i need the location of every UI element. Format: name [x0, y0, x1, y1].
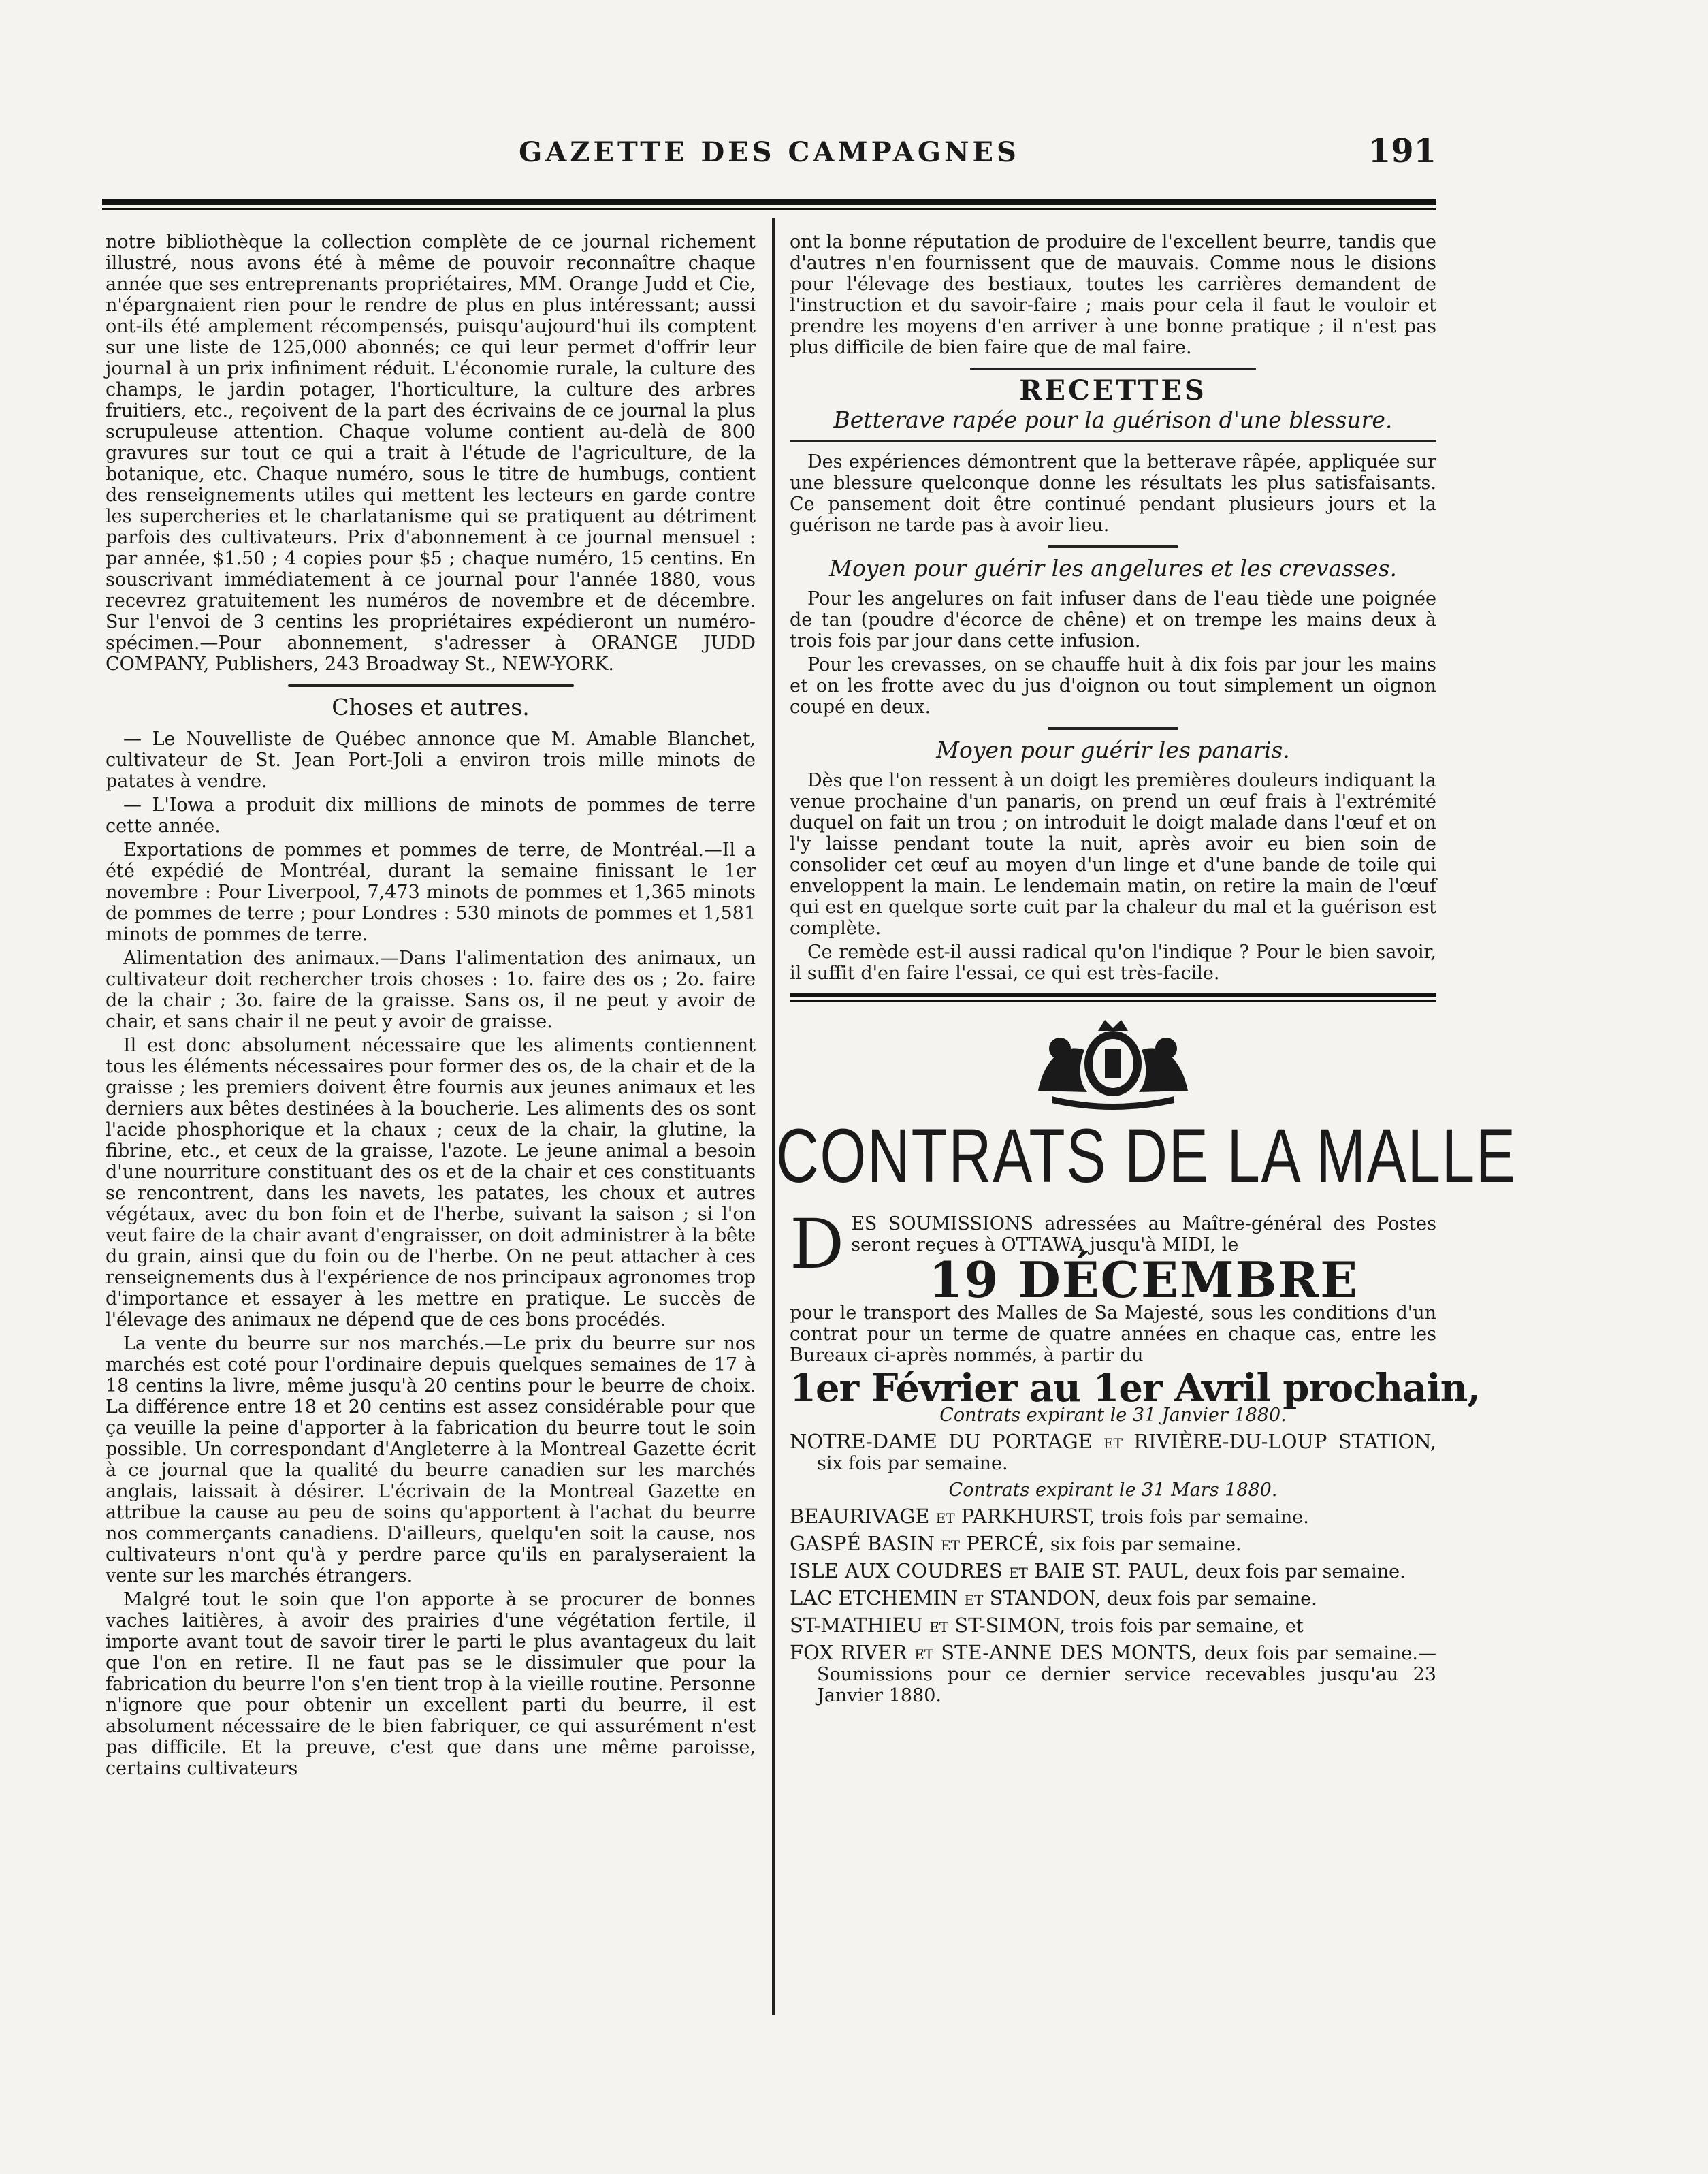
news-item: Exportations de pommes et pommes de terre, de Montréal.—Il a été expédié de Montréal, durant la semaine finissant le 1er novembre : Pour Liverpool, 7,473 minots de pommes et 1,365 minots de pommes de terre ; pour Londres : 530 minots de pommes et 1,581 minots de pommes de terre. [106, 840, 756, 945]
page-number: 191 [1368, 132, 1436, 170]
route-name: GASPÉ BASIN et PERCÉ, [790, 1532, 1045, 1555]
article-continuation: notre bibliothèque la collection complète de ce journal richement illustré, nous avons été à même de pouvoir reconnaître chaque année que ses entreprenants propriétaires, MM. Orange Judd et Cie, n'épargnaient rien pour le rendre de plus en plus intéressant; aussi ont-ils été amplement récompensés, puisqu'aujourd'hui ils comptent sur une liste de 125,000 abonnés; ce qui leur permet d'offrir leur journal à un prix infiniment réduit. L'économie rurale, la culture des champs, le jardin potager, l'horticulture, la culture des arbres fruitiers, etc., reçoivent de la part des écrivains de ce journal la plus scrupuleuse attention. Chaque volume contient au-delà de 800 gravures sur tout ce qui a trait à l'étude de l'agriculture, de la botanique, etc. Chaque numéro, sous le titre de humbugs, contient des renseignements utiles qui mettent les lecteurs en garde contre les supercheries et le charlatanisme qui se pratiquent au détriment parfois des cultivateurs. Prix d'abonnement à ce journal mensuel : par année, $1.50 ; 4 copies pour $5 ; chaque numéro, 15 centins. En souscrivant immédiatement à ce journal pour l'année 1880, vous recevrez gratuitement les numéros de novembre et de décembre. Sur l'envoi de 3 centins les propriétaires expédieront un numéro-spécimen.—Pour abonnement, s'adresser à ORANGE JUDD COMPANY, Publishers, 243 Broadway St., NEW-YORK. [106, 231, 756, 675]
route-name: BEAURIVAGE et PARKHURST, [790, 1505, 1095, 1528]
section-separator [970, 368, 1256, 370]
deadline-date: 19 DÉCEMBRE [929, 1251, 1359, 1309]
recipe-text: Pour les angelures on fait infuser dans de l'eau tiède une poignée de tan (poudre d'écorce de chêne) et on trempe les mains deux à trois fois par jour dans cette infusion. [790, 588, 1436, 652]
route-frequency: six fois par semaine. [817, 1453, 1008, 1474]
mail-route [790, 1561, 1436, 1582]
header-rule-thin [102, 208, 1436, 210]
expiry-line: Contrats expirant le 31 Janvier 1880. [939, 1405, 1287, 1426]
page-header [102, 132, 1436, 177]
section-separator [288, 684, 574, 687]
drop-cap: D [790, 1204, 845, 1284]
recipe-text: Ce remède est-il aussi radical qu'on l'indique ? Pour le bien savoir, il suffit d'en faire l'essai, ce qui est très-facile. [790, 942, 1436, 984]
recipe-rule [790, 440, 1436, 442]
news-item: Il est donc absolument nécessaire que les aliments contiennent tous les éléments nécessaires pour former des os, de la chair et de la graisse ; les premiers doivent être fournis aux jeunes animaux et les derniers aux bêtes destinées à la boucherie. Les aliments des os sont l'acide phosphorique et la chaux ; ceux de la chair, la glutine, la fibrine, etc., et ceux de la graisse, l'azote. Le jeune animal a besoin d'une nourriture constituant des os et de la chair et ces constituants se rencontrent, dans les navets, les patates, les choux et autres végétaux, avec du bon foin et de l'herbe, suivant la saison ; si l'on veut faire de la chair avant d'engraisser, on doit administrer à la bête du grain, ainsi que du foin ou de l'herbe. On ne peut attacher à ces renseignements dus à l'expérience de nos principaux agronomes trop d'importance et essayer à les mettre en pratique. Le succès de l'élevage des animaux ne dépend que de ces bons procédés. [106, 1035, 756, 1330]
route-name: ISLE AUX COUDRES et BAIE ST. PAUL, [790, 1559, 1190, 1582]
recipe-separator [1048, 545, 1178, 548]
news-item: Alimentation des animaux.—Dans l'alimentation des animaux, un cultivateur doit rechercher trois choses : 1o. faire des os ; 2o. faire de la chair ; 3o. faire de la graisse. Sans os, il ne peut y avoir de chair, et sans chair il ne peut y avoir de graisse. [106, 948, 756, 1032]
running-title: GAZETTE DES CAMPAGNES [519, 136, 1020, 168]
route-frequency: trois fois par semaine. [1101, 1507, 1309, 1528]
recipe-text: Pour les crevasses, on se chauffe huit à dix fois par jour les mains et on les frotte avec du jus d'oignon ou tout simplement un oignon coupé en deux. [790, 654, 1436, 718]
recipe-title: Betterave rapée pour la guérison d'une blessure. [833, 406, 1393, 433]
route-frequency: six fois par semaine. [1050, 1534, 1242, 1555]
route-frequency: deux fois par semaine. [1195, 1561, 1406, 1582]
right-column [775, 231, 1517, 1712]
header-rule-thick [102, 199, 1436, 205]
route-name: ST-MATHIEU et ST-SIMON, [790, 1614, 1066, 1637]
notice-intro: ES SOUMISSIONS adressées au Maître-général des Postes seront reçues à OTTAWA jusqu'à MIDI, le [851, 1213, 1436, 1256]
news-item: Malgré tout le soin que l'on apporte à se procurer de bonnes vaches laitières, à avoir des prairies d'une végétation fertile, il importe avant tout de savoir tirer le parti le plus avantageux du lait que l'on en retire. Il ne faut pas se le dissimuler que pour la fabrication du beurre l'on s'en tient trop à la vieille routine. Personne n'ignore que pour obtenir un excellent parti du beurre, il est absolument nécessaire de le bien fabriquer, ce qui assurément n'est pas difficile. Et la preuve, c'est que dans une même paroisse, certains cultivateurs [106, 1589, 756, 1779]
notice-rule-thin [790, 1000, 1436, 1002]
mail-route [790, 1615, 1436, 1637]
news-item: — L'Iowa a produit dix millions de minots de pommes de terre cette année. [106, 795, 756, 837]
article-continuation: ont la bonne réputation de produire de l'excellent beurre, tandis que d'autres n'en fournissent que de mauvais. Comme nous le disions pour l'élevage des bestiaux, toutes les carrières demandent de l'instruction et du savoir-faire ; mais pour cela il faut le vouloir et prendre les moyens d'en arriver à une bonne pratique ; il n'est pas plus difficile de bien faire que de mal faire. [790, 231, 1436, 358]
royal-crest-icon [1025, 1016, 1202, 1111]
route-name: LAC ETCHEMIN et STANDON, [790, 1586, 1101, 1610]
route-name: FOX RIVER et STE-ANNE DES MONTS, [790, 1641, 1197, 1664]
notice-body: pour le transport des Malles de Sa Majesté, sous les conditions d'un contrat pour un terme de quatre années en chaque cas, entre les Bureaux ci-après nommés, à partir du [790, 1302, 1436, 1366]
mail-route [790, 1506, 1436, 1528]
notice-title: CONTRATS DE LA MALLE [775, 1113, 1517, 1198]
recipe-separator [1048, 727, 1178, 730]
left-column [106, 231, 756, 1782]
news-item: — Le Nouvelliste de Québec annonce que M. Amable Blanchet, cultivateur de St. Jean Port-Joli a environ trois mille minots de patates à vendre. [106, 729, 756, 792]
column-divider [772, 218, 775, 2015]
route-name: NOTRE-DAME DU PORTAGE et RIVIÈRE-DU-LOUP STATION, [790, 1430, 1436, 1453]
route-frequency: deux fois par semaine.—Soumissions pour ce dernier service recevables jusqu'au 23 Janvier 1880. [817, 1643, 1436, 1706]
recipe-title: Moyen pour guérir les panaris. [936, 737, 1290, 763]
mail-route [790, 1533, 1436, 1555]
mail-route [790, 1588, 1436, 1610]
service-period: 1er Février au 1er Avril prochain, [790, 1366, 1480, 1411]
section-heading: Choses et autres. [332, 694, 530, 720]
recipe-title: Moyen pour guérir les angelures et les crevasses. [829, 555, 1397, 581]
news-item: La vente du beurre sur nos marchés.—Le prix du beurre sur nos marchés est coté pour l'ordinaire depuis quelques semaines de 17 à 18 centins la livre, même jusqu'à 20 centins pour le beurre de choix. La différence entre 18 et 20 centins est assez considérable pour que ça veuille la peine d'apporter à la fabrication du beurre tout le soin possible. Un correspondant d'Angleterre à la Montreal Gazette écrit à ce journal que la qualité du beurre canadien sur les marchés anglais, laissait à désirer. L'écrivain de la Montreal Gazette en attribue la cause au peu de soins qu'apportent à l'achat du beurre nos commerçants canadiens. D'ailleurs, quelqu'en soit la cause, nos cultivateurs n'ont qu'à y perdre parce qu'ils en paralyseraient la vente sur les marchés étrangers. [106, 1333, 756, 1586]
recettes-heading: RECETTES [1019, 374, 1207, 406]
route-frequency: deux fois par semaine. [1106, 1588, 1317, 1610]
recipe-text: Dès que l'on ressent à un doigt les premières douleurs indiquant la venue prochaine d'un panaris, on prend un œuf frais à l'extrémité duquel on fait un trou ; on introduit le doigt malade dans l'œuf et on l'y laisse pendant toute la nuit, après avoir eu bien soin de consolider cet œuf au moyen d'un linge et d'une bande de toile qui enveloppent la main. Le lendemain matin, on retire la main de l'œuf qui est en quelque sorte cuit par la chaleur du mal et la guérison est complète. [790, 770, 1436, 939]
mail-route [790, 1642, 1436, 1706]
recipe-text: Des expériences démontrent que la betterave râpée, appliquée sur une blessure quelconque donne les résultats les plus satisfaisants. Ce pansement doit être continué pendant plusieurs jours et la guérison ne tarde pas à avoir lieu. [790, 451, 1436, 536]
route-frequency: trois fois par semaine, et [1071, 1616, 1304, 1637]
notice-rule-thick [790, 993, 1436, 997]
expiry-line: Contrats expirant le 31 Mars 1880. [948, 1480, 1278, 1501]
mail-route [790, 1431, 1436, 1474]
